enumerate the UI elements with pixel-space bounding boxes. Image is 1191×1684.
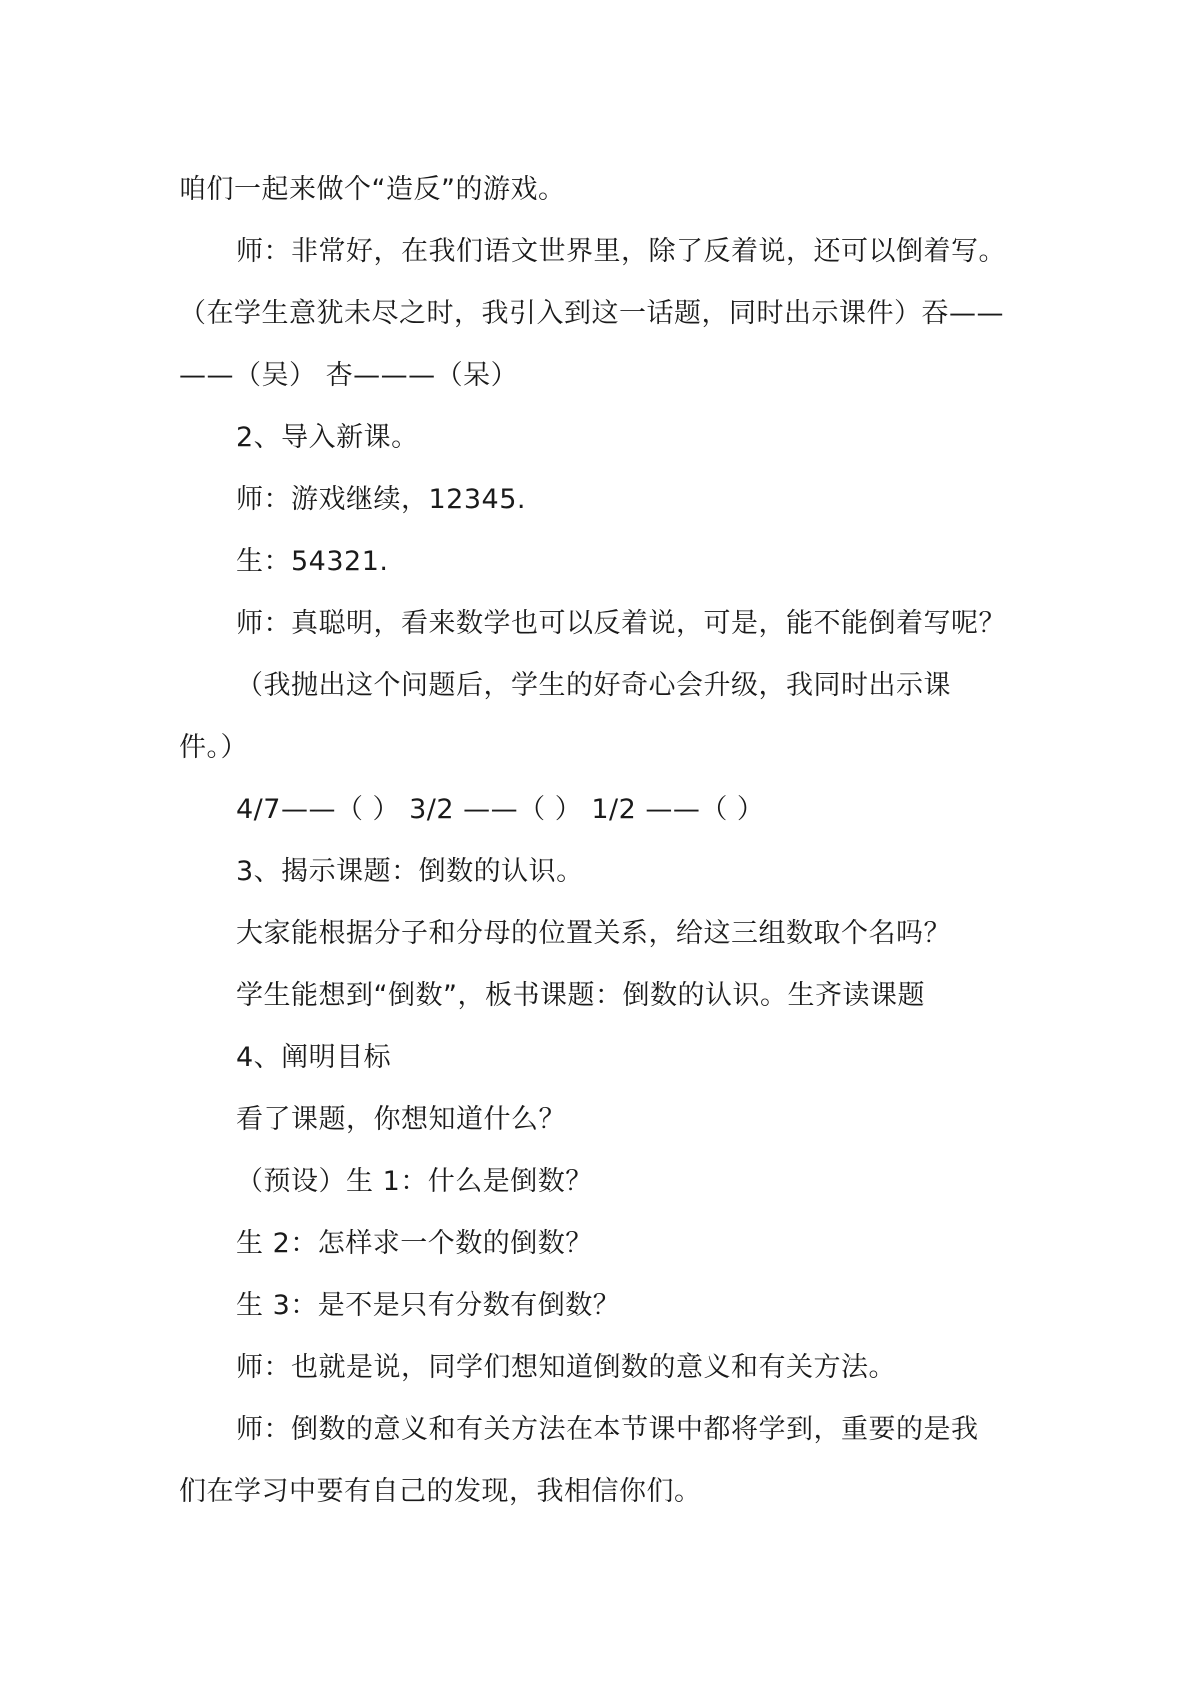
paragraph-line: ——（吴） 杏———（呆） <box>179 360 519 391</box>
paragraph-line: 4/7——（ ） 3/2 ——（ ） 1/2 ——（ ） <box>236 794 765 825</box>
paragraph-line: （在学生意犹未尽之时，我引入到这一话题，同时出示课件）吞—— <box>179 298 1004 329</box>
paragraph-line: 2、导入新课。 <box>236 422 419 453</box>
paragraph-line: （预设）生 1：什么是倒数？ <box>236 1166 593 1197</box>
paragraph-line: 学生能想到“倒数”，板书课题：倒数的认识。生齐读课题 <box>236 980 925 1011</box>
paragraph-line: 咱们一起来做个“造反”的游戏。 <box>179 174 566 205</box>
paragraph-line: 看了课题，你想知道什么？ <box>236 1104 566 1135</box>
paragraph-line: 件。） <box>179 732 248 763</box>
paragraph-line: 师：非常好，在我们语文世界里，除了反着说，还可以倒着写。 <box>236 236 1006 267</box>
paragraph-line: 大家能根据分子和分母的位置关系，给这三组数取个名吗？ <box>236 918 951 949</box>
paragraph-line: 生：54321. <box>236 546 389 577</box>
paragraph-line: 3、揭示课题：倒数的认识。 <box>236 856 584 887</box>
paragraph-line: 师：游戏继续，12345. <box>236 484 526 515</box>
paragraph-line: 师：也就是说，同学们想知道倒数的意义和有关方法。 <box>236 1352 896 1383</box>
paragraph-line: 师：倒数的意义和有关方法在本节课中都将学到，重要的是我 <box>236 1414 979 1445</box>
paragraph-line: 4、阐明目标 <box>236 1042 392 1073</box>
paragraph-line: （我抛出这个问题后，学生的好奇心会升级，我同时出示课 <box>236 670 951 701</box>
paragraph-line: 生 2：怎样求一个数的倒数？ <box>236 1228 593 1259</box>
paragraph-line: 生 3：是不是只有分数有倒数？ <box>236 1290 621 1321</box>
paragraph-line: 师：真聪明，看来数学也可以反着说，可是，能不能倒着写呢？ <box>236 608 1006 639</box>
paragraph-line: 们在学习中要有自己的发现，我相信你们。 <box>179 1476 702 1507</box>
